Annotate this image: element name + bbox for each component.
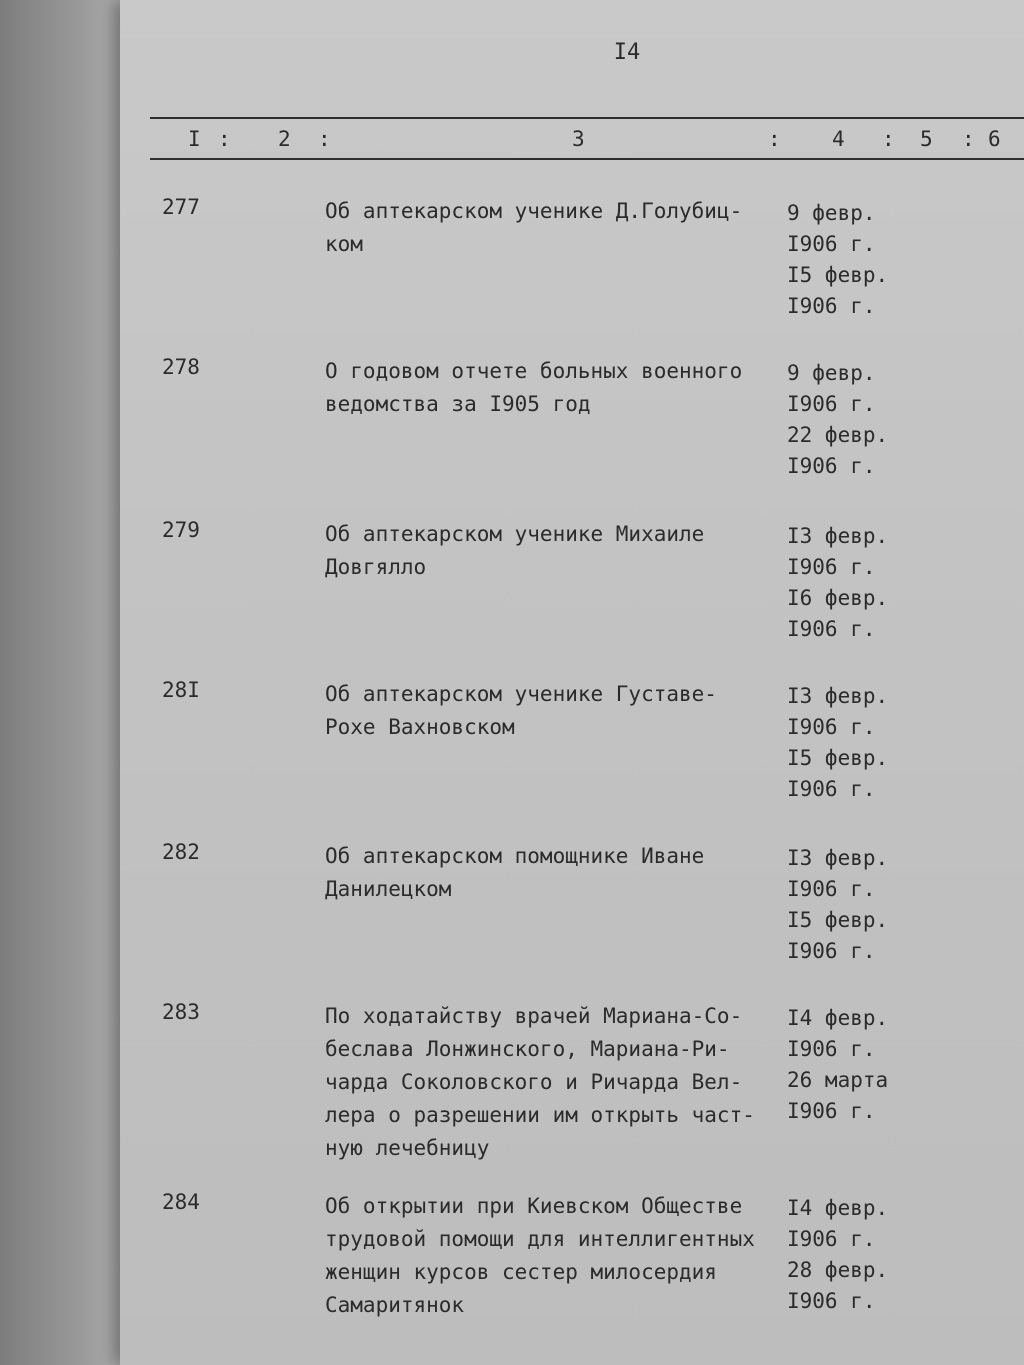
entry-title-line: ведомства за I905 год (325, 392, 591, 416)
entry-dates (787, 1193, 888, 1317)
header-col-2: 2 (278, 127, 291, 151)
entry-title-line: чарда Соколовского и Ричарда Вел- (325, 1070, 743, 1094)
header-separator-4: : (882, 127, 895, 151)
entry-dates (787, 1003, 888, 1127)
entry-date-line: 22 февр. (787, 423, 889, 447)
entry-title (325, 355, 785, 421)
entry-dates (787, 521, 888, 645)
entry-date-line: 9 февр. (787, 361, 876, 385)
entry-date-line: I906 г. (787, 777, 876, 801)
entry-date-line: I906 г. (787, 1099, 876, 1123)
header-col-3: 3 (572, 127, 585, 151)
entry-date-line: I3 февр. (787, 846, 889, 870)
entry-date-line: I906 г. (787, 1227, 876, 1251)
entry-date-line: I3 февр. (787, 684, 889, 708)
entry-dates (787, 198, 888, 322)
entry-title-line: По ходатайству врачей Мариана-Со- (325, 1004, 743, 1028)
entry-date-line: 26 марта (787, 1068, 889, 1092)
entry-date-line: I906 г. (787, 294, 876, 318)
entry-title (325, 678, 785, 744)
header-col-1: I (188, 127, 201, 151)
entry-dates (787, 358, 888, 482)
entry-title-line: Довгялло (325, 555, 427, 579)
entry-number: 282 (162, 840, 200, 864)
entry-title-line: беслава Лонжинского, Мариана-Ри- (325, 1037, 730, 1061)
document-page (120, 0, 1024, 1365)
entry-dates (787, 843, 888, 967)
entry-date-line: 28 февр. (787, 1258, 889, 1282)
entry-title-line: Об аптекарском помощнике Иване (325, 844, 705, 868)
entry-date-line: I906 г. (787, 454, 876, 478)
entry-date-line: I906 г. (787, 1037, 876, 1061)
entry-title (325, 840, 785, 906)
entry-title-line: Об аптекарском ученике Густаве- (325, 682, 717, 706)
entry-number: 284 (162, 1190, 200, 1214)
entry-date-line: I906 г. (787, 877, 876, 901)
entry-title-line: Рохе Вахновском (325, 715, 515, 739)
entry-number: 283 (162, 1000, 200, 1024)
entry-date-line: I5 февр. (787, 263, 889, 287)
entry-date-line: I5 февр. (787, 908, 889, 932)
entry-title-line: женщин курсов сестер милосердия (325, 1260, 717, 1284)
header-top-rule (150, 117, 1024, 119)
entry-title-line: лера о разрешении им открыть част- (325, 1103, 755, 1127)
header-separator-1: : (218, 127, 231, 151)
entry-date-line: I906 г. (787, 555, 876, 579)
entry-date-line: I906 г. (787, 1289, 876, 1313)
book-spine (0, 0, 135, 1365)
entry-date-line: I4 февр. (787, 1006, 889, 1030)
entry-title-line: Данилецком (325, 877, 452, 901)
header-separator-5: : (962, 127, 975, 151)
entry-title-line: трудовой помощи для интеллигентных (325, 1227, 755, 1251)
entry-date-line: I906 г. (787, 392, 876, 416)
entry-title (325, 1190, 785, 1322)
header-col-5: 5 (920, 127, 933, 151)
entry-date-line: I6 февр. (787, 586, 889, 610)
header-bottom-rule (150, 158, 1024, 160)
entry-title-line: ную лечебницу (325, 1136, 490, 1160)
entry-title-line: Об открытии при Киевском Обществе (325, 1194, 743, 1218)
entry-date-line: I906 г. (787, 232, 876, 256)
entry-date-line: I906 г. (787, 715, 876, 739)
header-col-6: 6 (988, 127, 1001, 151)
entry-date-line: I5 февр. (787, 746, 889, 770)
entry-title (325, 195, 785, 261)
entry-title-line: Об аптекарском ученике Д.Голубиц- (325, 199, 743, 223)
entry-date-line: I906 г. (787, 617, 876, 641)
page-number: I4 (613, 40, 641, 65)
header-col-4: 4 (832, 127, 845, 151)
entry-number: 277 (162, 195, 200, 219)
entry-date-line: I906 г. (787, 939, 876, 963)
entry-title-line: О годовом отчете больных военного (325, 359, 743, 383)
entry-title (325, 518, 785, 584)
entry-title-line: Об аптекарском ученике Михаиле (325, 522, 705, 546)
entry-date-line: I3 февр. (787, 524, 889, 548)
entry-number: 278 (162, 355, 200, 379)
entry-title (325, 1000, 785, 1165)
header-separator-2: : (318, 127, 331, 151)
entry-number: 279 (162, 518, 200, 542)
entry-number: 28I (162, 678, 200, 702)
entry-title-line: Самаритянок (325, 1293, 465, 1317)
header-separator-3: : (768, 127, 781, 151)
entry-date-line: 9 февр. (787, 201, 876, 225)
entry-dates (787, 681, 888, 805)
entry-date-line: I4 февр. (787, 1196, 889, 1220)
entry-title-line: ком (325, 232, 363, 256)
